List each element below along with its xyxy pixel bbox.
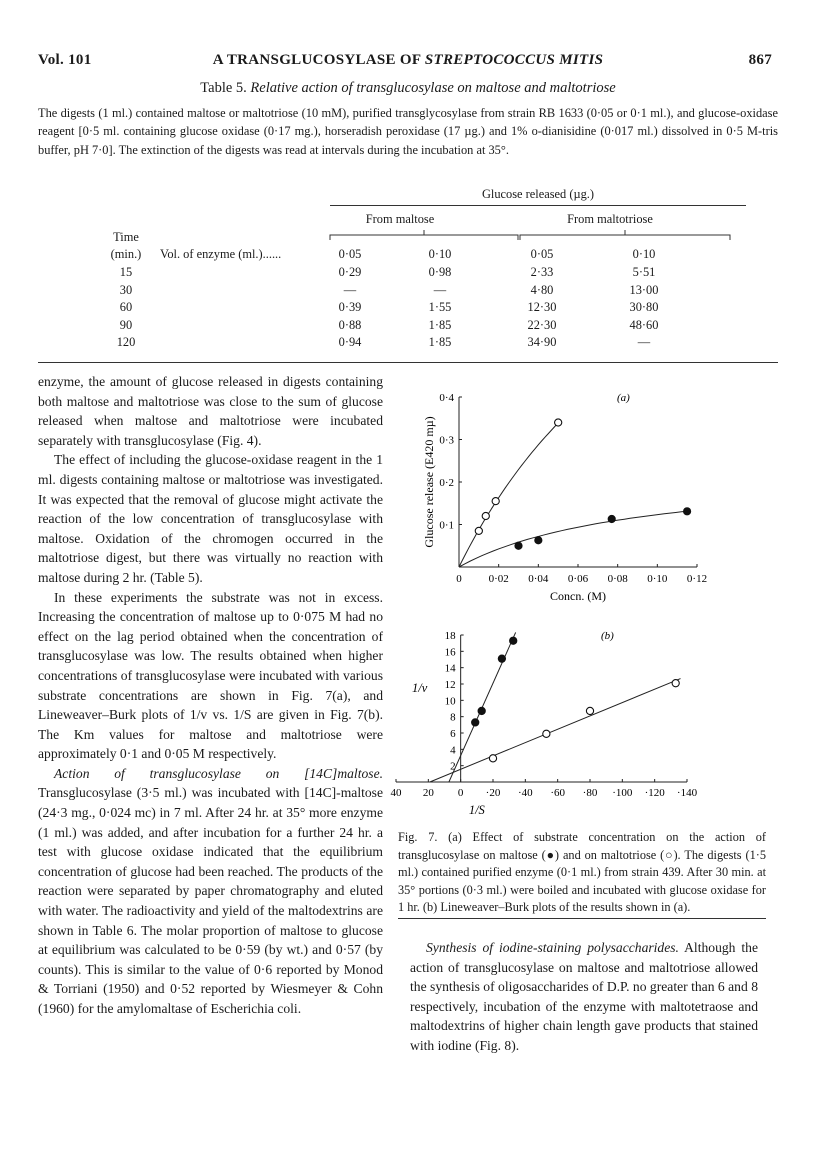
chart-b (391, 630, 698, 817)
y-tick-label: 8 (450, 711, 456, 724)
table-cell: 0·94 (338, 335, 362, 350)
table-cell: 30·80 (629, 300, 659, 315)
maltotriose-point (672, 680, 679, 687)
paragraph: enzyme, the amount of glucose released in digests containing both maltose and maltotriose was close to the sum of glucose released when maltose and maltotriose were incubated separately with transglucosylase (Fig. 4). (38, 374, 383, 448)
y-tick-label: 4 (450, 744, 456, 757)
maltose-curve (459, 511, 687, 567)
table-bottom-rule (38, 362, 778, 363)
x-tick-label: ·120 (644, 787, 665, 799)
table-title: Table 5. Relative action of transglucosylase on maltose and maltotriose (200, 80, 616, 96)
right-column (410, 938, 758, 1056)
table-time-cell: 60 (119, 300, 133, 315)
volume-number: Vol. 101 (38, 52, 92, 68)
y-tick-label: 14 (444, 662, 456, 675)
table-time-cell: 15 (119, 265, 133, 279)
page-number: 867 (748, 52, 772, 68)
table-cell: 0·29 (338, 265, 362, 279)
table-cell: 1·55 (428, 300, 452, 315)
y-axis-label: Glucose release (E420 mµ) (422, 416, 436, 548)
table-cell: 12·30 (527, 300, 557, 315)
y-tick-label: 2 (450, 760, 456, 773)
table-cell: — (433, 282, 447, 297)
maltotriose-brace (520, 230, 730, 240)
table-cell: 0·39 (338, 300, 362, 315)
x-tick-label: ·140 (676, 787, 698, 799)
paragraph: Action of transglucosylase on [14C]maltose. Transglucosylase (3·5 ml.) was incubated with [14C]-maltose (24·3 mg., 0·024 mc) in 7 ml. After 24 hr. at 35° more enzyme (1 ml.) was added, and after incubation for a further 24 hr. a test with glucose oxidase indicated that the equilibrium concentration of glucose had been reached. The products of the reaction were separated by paper chromatography and eluted with water. The radioactivity and yield of the maltodextrins are shown in Table 6. The molar proportion of maltose to glucose at equilibrium was calculated to be 0·59 (by wt.) and 0·57 (by counts). This is similar to the value of 0·6 reported by Monod & Torriani (1950) and 0·52 reported by Wiesmeyer & Cohn (1960) for the amylomaltase of Escherichia coli. (38, 765, 383, 1016)
table-braces (320, 228, 750, 242)
running-title: A TRANSGLUCOSYLASE OF STREPTOCOCCUS MITIS (212, 52, 604, 68)
maltose-point (478, 707, 485, 714)
enzyme-vol: 0·05 (530, 247, 554, 261)
x-tick-label: ·20 (485, 787, 501, 799)
chart-a (422, 392, 707, 603)
maltotriose-point (492, 498, 499, 505)
table-cell: 0·88 (338, 317, 362, 332)
y-tick-label: 0·4 (439, 392, 454, 404)
table-cell: 4·80 (530, 282, 554, 297)
table-time-cell: 120 (116, 335, 136, 350)
panel-label: (a) (617, 392, 630, 404)
maltose-point (498, 655, 505, 662)
x-tick-label: ·40 (517, 787, 533, 799)
maltose-point (515, 542, 522, 549)
y-tick-label: 0·3 (439, 434, 454, 447)
y-tick-label: 10 (444, 695, 456, 708)
table-cell: 1·85 (428, 317, 452, 332)
maltotriose-header: From maltotriose (567, 212, 653, 226)
x-tick-label: ·60 (550, 787, 566, 799)
x-tick-label: 0·08 (607, 573, 628, 585)
paragraph: In these experiments the substrate was not in excess. Increasing the concentration of maltose up to 0·075 M had no effect on the lag period obtained when the concentration of transglucosylase was low. The results obtained when higher concentrations of transglucosylase were incubated with various substrate concentrations are shown in Fig. 7(a), and Lineweaver–Burk plots of 1/v vs. 1/S are given in Fig. 7(b). The Km values for maltose and maltotriose were approximately 0·1 and 0·05 M respectively. (38, 589, 383, 762)
x-axis-label: 1/S (468, 803, 485, 817)
maltotriose-point (489, 755, 496, 762)
table-cell: 5·51 (632, 265, 656, 279)
enzyme-vol: 0·10 (632, 247, 656, 261)
enzyme-volume-header: Vol. of enzyme (ml.)...... (160, 247, 282, 261)
table-cell: 2·33 (530, 265, 554, 279)
paragraph: Synthesis of iodine-staining polysaccharides. Although the action of transglucosylase on maltose and maltotriose allowed the synthesis of oligosaccharides of D.P. no greater than 6 and 8 respectively, incubation of the enzyme with maltotetraose and maltodextrins of higher chain length gave products that stained with iodine (Fig. 8). (410, 940, 758, 1053)
x-tick-label: ·80 (582, 787, 598, 799)
time-unit: (min.) (110, 247, 142, 261)
x-axis-label: Concn. (M) (550, 589, 606, 603)
y-tick-label: 6 (450, 728, 456, 740)
enzyme-vol: 0·10 (428, 247, 452, 261)
left-column (38, 372, 383, 1019)
x-tick-label: 0·12 (686, 573, 708, 585)
enzyme-vol: 0·05 (338, 247, 362, 261)
maltose-point (535, 537, 542, 544)
x-tick-label: 0 (456, 573, 462, 585)
maltotriose-line (430, 679, 681, 782)
table-cell: — (637, 335, 651, 350)
maltotriose-point (555, 419, 562, 426)
x-tick-label: 0·04 (528, 573, 549, 585)
maltose-point (472, 719, 479, 726)
x-tick-label: 20 (422, 787, 434, 799)
maltotriose-point (475, 527, 482, 534)
table-cell: 1·85 (428, 335, 452, 350)
maltose-point (608, 515, 615, 522)
maltose-point (683, 508, 690, 515)
time-header: Time (113, 230, 139, 244)
table-cell: 13·00 (629, 282, 659, 297)
table-cell: 0·98 (428, 265, 452, 279)
table-cell: 48·60 (629, 317, 659, 332)
figure-7 (385, 385, 775, 825)
x-tick-label: 0·10 (647, 573, 668, 585)
maltose-header: From maltose (365, 212, 435, 226)
maltose-brace (330, 230, 518, 240)
panel-label: (b) (601, 630, 614, 642)
y-tick-label: 0·1 (439, 519, 454, 532)
maltose-point (510, 637, 517, 644)
glucose-header: Glucose released (µg.) (481, 187, 595, 201)
table-time-cell: 30 (119, 282, 133, 297)
y-tick-label: 18 (444, 630, 456, 642)
header-rule (330, 205, 746, 206)
figure-caption: Fig. 7. (a) Effect of substrate concentration on the action of transglucosylase on maltose (●) and on maltotriose (○). The digests (1·5 ml.) contained purified enzyme (0·1 ml.) from strain 439. After 30 min. at 35° portions (0·3 ml.) were boiled and incubated with glucose oxidase for 1 hr. (b) Lineweaver–Burk plots of the results shown in (a). (398, 830, 766, 914)
y-axis-label: 1/v (412, 681, 428, 696)
table-caption: The digests (1 ml.) contained maltose or maltotriose (10 mM), purified transglycosylase from strain RB 1633 (0·05 or 0·1 ml.), and glucose-oxidase reagent [0·5 ml. containing glucose oxidase (0·17 mg.), horseradish peroxidase (17 µg.) and 1% o-dianisidine (0·017 ml.) dissolved in 0·5 M-tris buffer, pH 7·0]. The extinction of the digests was read at intervals during the incubation at 35°. (38, 106, 778, 157)
paragraph: The effect of including the glucose-oxidase reagent in the 1 ml. digests containing maltose or maltotriose was investigated. It was expected that the removal of glucose might activate the reaction of the low concentration of transglucosylase with maltose. Oxidation of the chromogen occurred in the maltotriose digest, but there was virtually no reaction with maltose during 2 hr. (Table 5). (38, 452, 383, 585)
maltotriose-point (586, 707, 593, 714)
maltotriose-point (482, 512, 489, 519)
table-time-cell: 90 (119, 317, 133, 332)
maltotriose-point (543, 730, 550, 737)
table-cell: 22·30 (527, 317, 557, 332)
table-cell: — (343, 282, 357, 297)
x-tick-label: 0 (457, 787, 464, 799)
y-tick-label: 12 (444, 679, 456, 691)
y-tick-label: 16 (444, 646, 456, 659)
x-tick-label: 40 (390, 787, 402, 799)
figure-separator (398, 918, 766, 919)
table-cell: 34·90 (527, 335, 557, 350)
x-tick-label: 0·02 (488, 573, 509, 585)
y-tick-label: 0·2 (439, 477, 454, 489)
x-tick-label: 0·06 (567, 573, 589, 585)
x-tick-label: ·100 (612, 787, 633, 799)
